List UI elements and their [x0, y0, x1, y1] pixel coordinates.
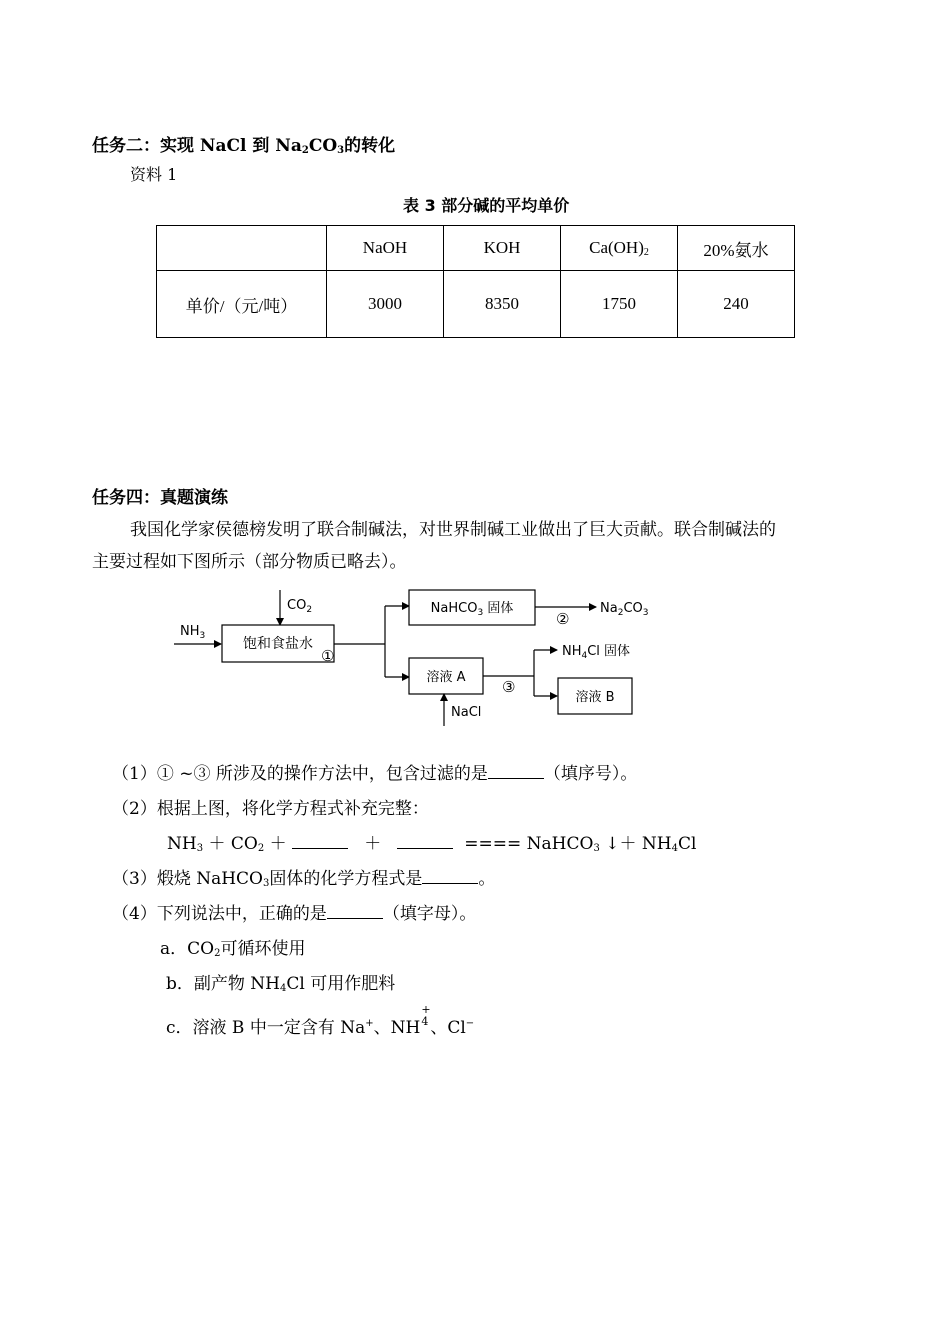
- table-header-cell: NaOH: [327, 226, 444, 271]
- superscript: +: [365, 1018, 374, 1029]
- ion-charge: [420, 1003, 431, 1033]
- table-cell: 3000: [327, 271, 444, 338]
- na2co3-label: $Na_2CO_3$: [600, 601, 649, 618]
- answer-blank[interactable]: [422, 865, 478, 884]
- material-label: 资料 1: [130, 165, 178, 184]
- question-text: （1）① ~③ 所涉及的操作方法中，包含过滤的是: [112, 764, 488, 784]
- superscript: +: [421, 1003, 431, 1016]
- subscript: 3: [593, 843, 600, 854]
- step2-label: ②: [556, 610, 570, 628]
- question-text: 。: [478, 869, 496, 889]
- option-text: b．副产物 NH: [166, 974, 280, 994]
- subscript: 2: [301, 145, 309, 156]
- subscript: 3: [337, 145, 345, 156]
- option-text: 可循环使用: [220, 939, 306, 959]
- process-diagram: [0, 580, 950, 740]
- table-header-cell: [561, 226, 678, 271]
- answer-blank[interactable]: [327, 900, 383, 919]
- superscript: −: [465, 1018, 475, 1029]
- subscript: 2: [257, 843, 265, 854]
- eq-text: ＋ CO: [203, 834, 258, 854]
- eq-text: NH: [167, 834, 197, 854]
- eq-text: ↓＋ NH: [599, 834, 672, 854]
- eq-text: ＋: [264, 834, 293, 854]
- option-text: 、Cl: [430, 1018, 466, 1038]
- price-table: [156, 225, 795, 338]
- eq-text: ＋: [364, 834, 382, 854]
- table-header-cell: KOH: [444, 226, 561, 271]
- brine-label: 饱和食盐水: [243, 636, 313, 652]
- table-cell: 240: [678, 271, 795, 338]
- step1-label: ①: [321, 647, 335, 665]
- solution-b-label: 溶液 B: [575, 690, 615, 705]
- answer-blank[interactable]: [488, 760, 544, 779]
- table-caption: 表 3 部分碱的平均单价: [403, 196, 570, 215]
- question-text: 固体的化学方程式是: [269, 869, 423, 889]
- eq-text: Cl: [677, 834, 697, 854]
- question-text: （3）煅烧 NaHCO: [112, 869, 263, 889]
- task4-heading: 任务四：真题演练: [92, 488, 228, 508]
- option-c: [166, 1003, 475, 1038]
- co2-label: $CO_2$: [287, 598, 313, 615]
- question-3: [112, 864, 495, 889]
- option-text: Cl 可用作肥料: [286, 974, 396, 994]
- answer-blank[interactable]: [397, 830, 453, 849]
- subscript: 3: [263, 878, 270, 889]
- intro-line: 主要过程如下图所示（部分物质已略去）。: [92, 552, 407, 572]
- solution-a-label: 溶液 A: [426, 670, 466, 685]
- table-cell: 1750: [561, 271, 678, 338]
- option-text: a．CO: [160, 939, 215, 959]
- table-header-cell: [157, 226, 327, 271]
- nh3-label: $NH_3$: [180, 624, 206, 641]
- equation: [167, 829, 696, 854]
- question-1: [112, 759, 637, 784]
- nacl-label: NaCl: [451, 705, 482, 720]
- step3-label: ③: [502, 678, 516, 696]
- option-text: 、NH: [373, 1018, 421, 1038]
- subscript: 3: [196, 843, 204, 854]
- question-4: [112, 899, 476, 924]
- question-text: （填序号）。: [543, 764, 638, 784]
- option-b: [166, 969, 395, 994]
- question-text: （4）下列说法中，正确的是: [112, 904, 327, 924]
- table-header-cell: 20%氨水: [678, 226, 795, 271]
- question-text: （填字母）。: [382, 904, 477, 924]
- eq-text: ==== NaHCO: [464, 834, 594, 854]
- table-cell: 8350: [444, 271, 561, 338]
- table-row: [157, 271, 795, 338]
- task2-heading-text: 任务二：实现 NaCl 到 Na: [92, 136, 302, 156]
- option-a: [160, 934, 305, 959]
- table-header-row: [157, 226, 795, 271]
- question-2: （2）根据上图，将化学方程式补充完整：: [112, 799, 429, 819]
- answer-blank[interactable]: [292, 830, 348, 849]
- intro-line: 我国化学家侯德榜发明了联合制碱法，对世界制碱工业做出了巨大贡献。联合制碱法的: [130, 520, 776, 540]
- header-text: Ca(OH): [589, 238, 644, 257]
- subscript: 2: [214, 948, 221, 959]
- nh4cl-label: $NH_4Cl$ 固体: [562, 644, 631, 661]
- task2-heading: [92, 131, 395, 156]
- task2-heading-text: 的转化: [344, 136, 396, 156]
- subscript: 4: [280, 983, 287, 994]
- table-row-label: 单价/（元/吨）: [157, 271, 327, 338]
- subscript: 2: [643, 247, 649, 258]
- task2-heading-text: CO: [308, 136, 338, 156]
- nahco3-label: NaHCO$_3$ 固体: [430, 601, 514, 618]
- subscript: 4: [671, 843, 678, 854]
- subscript: 4: [421, 1015, 429, 1028]
- option-text: c．溶液 B 中一定含有 Na: [166, 1018, 366, 1038]
